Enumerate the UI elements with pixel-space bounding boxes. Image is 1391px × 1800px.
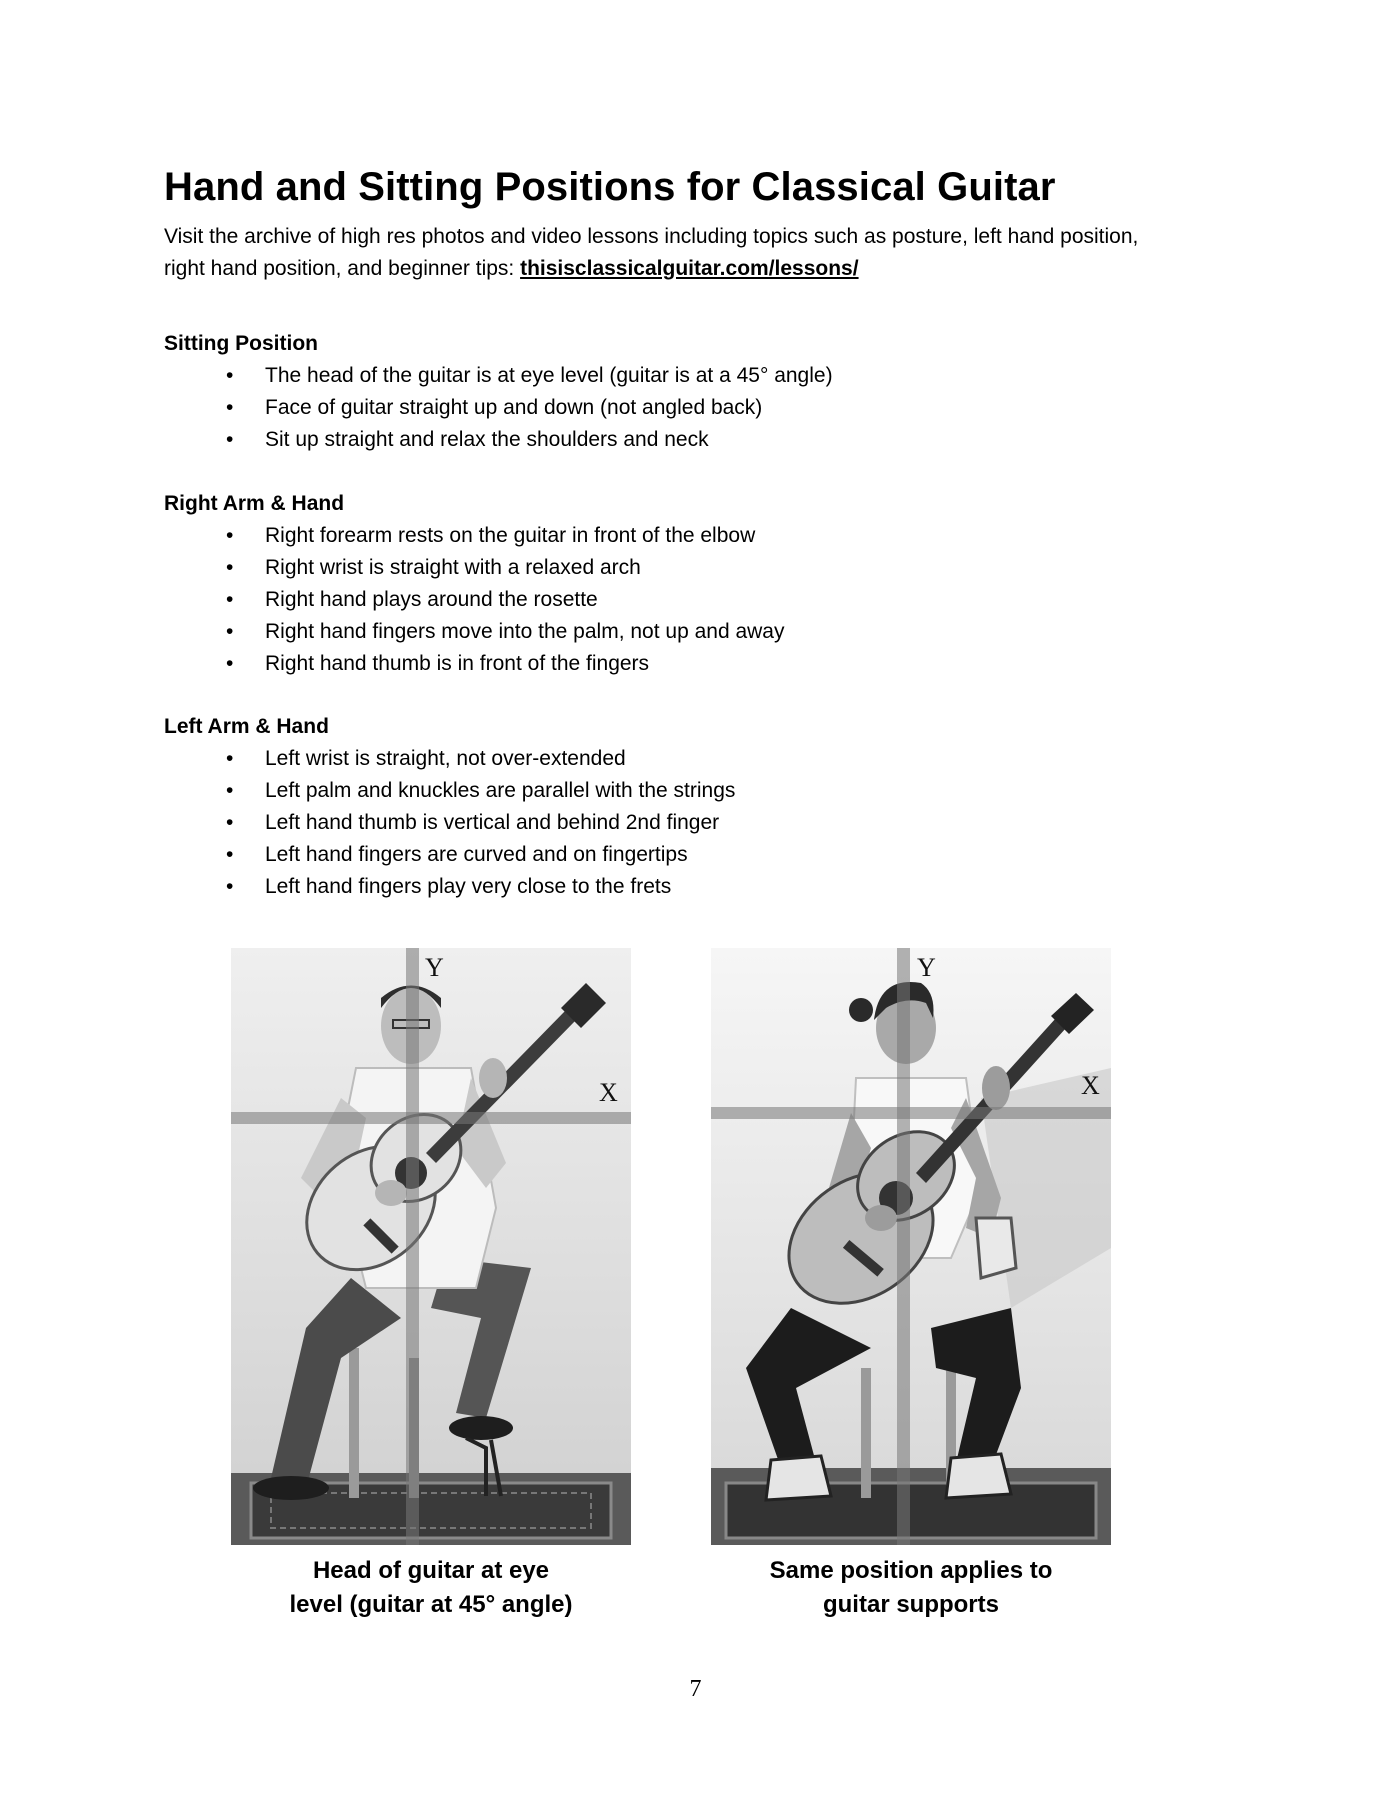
section-sitting-position bbox=[164, 328, 1164, 456]
y-axis-label: Y bbox=[917, 953, 936, 982]
figure-caption-right bbox=[711, 1554, 1111, 1622]
bullet-icon: • bbox=[226, 778, 234, 802]
y-axis-label: Y bbox=[425, 953, 444, 982]
bullet-icon: • bbox=[226, 619, 234, 643]
list-item: • Face of guitar straight up and down (not angled back) bbox=[164, 392, 1164, 424]
list-item: • Left palm and knuckles are parallel with the strings bbox=[164, 775, 1164, 807]
section-heading: Sitting Position bbox=[164, 332, 318, 355]
list-item: • Right hand thumb is in front of the fingers bbox=[164, 648, 1164, 680]
bullet-icon: • bbox=[226, 555, 234, 579]
list-item: • Sit up straight and relax the shoulders and neck bbox=[164, 424, 1164, 456]
bullet-icon: • bbox=[226, 810, 234, 834]
photo-male-guitarist bbox=[231, 948, 631, 1545]
section-heading: Left Arm & Hand bbox=[164, 715, 329, 738]
section-heading: Right Arm & Hand bbox=[164, 492, 345, 515]
intro-paragraph bbox=[164, 221, 1164, 284]
bullet-icon: • bbox=[226, 842, 234, 866]
list-item: • Left wrist is straight, not over-extended bbox=[164, 743, 1164, 775]
bullet-icon: • bbox=[226, 651, 234, 675]
caption-line: guitar supports bbox=[822, 1591, 999, 1618]
list-item: • Right wrist is straight with a relaxed arch bbox=[164, 552, 1164, 584]
list-item: • Right hand plays around the rosette bbox=[164, 584, 1164, 616]
photo-female-guitarist bbox=[711, 948, 1111, 1545]
bullet-icon: • bbox=[226, 427, 234, 451]
lessons-link[interactable]: thisisclassicalguitar.com/lessons/ bbox=[520, 256, 859, 280]
figure-caption-left bbox=[231, 1554, 631, 1622]
bullet-icon: • bbox=[226, 523, 234, 547]
list-item: • Left hand fingers play very close to the frets bbox=[164, 871, 1164, 903]
caption-line: Same position applies to bbox=[769, 1557, 1053, 1584]
list-item: • Right hand fingers move into the palm, not up and away bbox=[164, 616, 1164, 648]
list-item: • Left hand thumb is vertical and behind 2nd finger bbox=[164, 807, 1164, 839]
list-item: • Right forearm rests on the guitar in front of the elbow bbox=[164, 520, 1164, 552]
page-title: Hand and Sitting Positions for Classical Guitar bbox=[164, 165, 1056, 209]
bullet-icon: • bbox=[226, 363, 234, 387]
section-right-arm-hand bbox=[164, 488, 1164, 680]
list-item: • Left hand fingers are curved and on fingertips bbox=[164, 839, 1164, 871]
bullet-list bbox=[164, 743, 1164, 903]
caption-line: level (guitar at 45° angle) bbox=[289, 1591, 573, 1618]
guitarist-photo-illustration bbox=[231, 948, 631, 1545]
x-axis-label: X bbox=[1081, 1071, 1100, 1100]
x-axis-label: X bbox=[599, 1078, 618, 1107]
section-left-arm-hand bbox=[164, 711, 1164, 903]
bullet-icon: • bbox=[226, 395, 234, 419]
caption-line: Head of guitar at eye bbox=[312, 1557, 550, 1584]
guitarist-photo-illustration bbox=[711, 948, 1111, 1545]
list-item: • The head of the guitar is at eye level (guitar is at a 45° angle) bbox=[164, 360, 1164, 392]
bullet-icon: • bbox=[226, 874, 234, 898]
bullet-icon: • bbox=[226, 746, 234, 770]
page-number: 7 bbox=[689, 1676, 702, 1702]
intro-text: Visit the archive of high res photos and video lessons including topics such as posture, left hand position, right hand position, and beginner tips: bbox=[164, 225, 1139, 280]
bullet-icon: • bbox=[226, 587, 234, 611]
bullet-list bbox=[164, 360, 1164, 456]
bullet-list bbox=[164, 520, 1164, 680]
